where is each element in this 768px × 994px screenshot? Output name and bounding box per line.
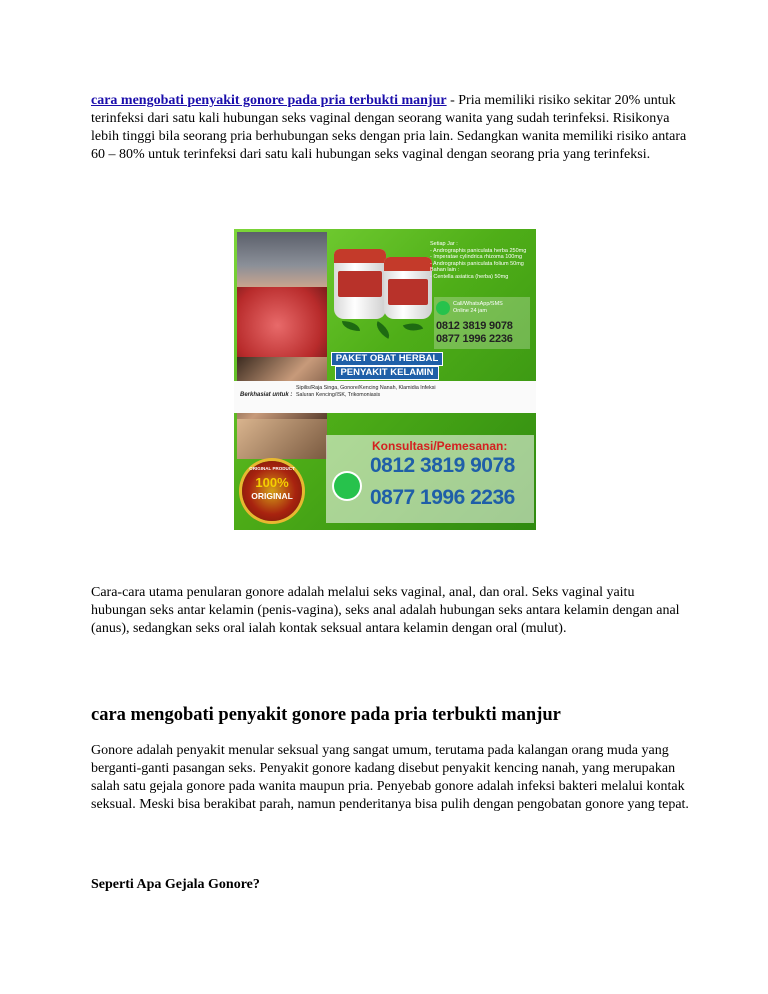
ad-ingredients: Setiap Jar : - Andrographis paniculata herba 250mg - Imperatae cylindrica rhizoma 100mg - Andrographis paniculata folium 50mg Bahan lain : - Centella asiatica (herba) 50mg [430,241,527,280]
paragraph-gonorrhea: Gonore adalah penyakit menular seksual yang sangat umum, terutama pada kalangan orang muda yang berganti-ganti pasangan seks. Penyakit gonore kadang disebut penyakit kencing nanah, yang merupakan salah satu gejala gonore pada wanita maupun pria. Penyebab gonore adalah infeksi bakteri melalui kontak seksual. Meski bisa berakibat parah, namun penderitanya bisa pulih dengan pengobatan gonore yang tepat. [91,743,689,812]
leaf-icon [373,321,394,339]
product-jar-1 [334,249,386,319]
whatsapp-icon [436,301,450,315]
product-jar-2 [384,257,432,319]
benefit-label: Berkhasiat untuk : [240,392,293,398]
leaf-icon [342,321,360,331]
ad-photo-1 [237,232,327,287]
sub-heading: Seperti Apa Gejala Gonore? [91,877,260,892]
herbal-product-ad-image [234,229,536,530]
paragraph-transmission: Cara-cara utama penularan gonore adalah melalui seks vaginal, anal, dan oral. Seks vaginal yaitu hubungan seks antar kelamin (penis-vagina), seks anal adalah hubungan seks antara kelamin dengan anal (anus), sedangkan seks oral ialah kontak seksual antara kelamin dengan oral (mulut). [91,585,680,636]
section-heading: cara mengobati penyakit gonore pada pria terbukti manjur [91,705,561,725]
benefit-text: Sipilis/Raja Singa, Gonore/Kencing Nanah, Klamidia Infeksi Saluran Kencing/ISK, Trikomoniasis [296,385,436,398]
whatsapp-icon [334,473,360,499]
ad-photo-2 [237,287,327,357]
ad-phone-small-2: 0877 1996 2236 [436,333,513,345]
ad-banner: PAKET OBAT HERBAL PENYAKIT KELAMIN [304,352,470,382]
leaf-icon [403,319,423,335]
intro-text: - Pria memiliki risiko sekitar 20% untuk terinfeksi dari satu kali hubungan seks vaginal dengan seorang wanita yang sudah terinfeksi. Risikonya lebih tinggi bila seorang pria berhubungan seks dengan pria lain. Sedangkan wanita memiliki risiko antara 60 – 80% untuk terinfeksi dari satu kali hubungan seks vaginal dengan seorang pria yang terinfeksi. [91,93,687,162]
article-link[interactable]: cara mengobati penyakit gonore pada pria terbukti manjur [91,93,447,108]
ad-phone-small-1: 0812 3819 9078 [436,320,513,332]
original-seal-icon: ORIGINAL PRODUCT 100% ORIGINAL [242,461,302,521]
ad-contact-note: Call/WhatsApp/SMS Online 24 jam [453,301,503,314]
consult-phone-1: 0812 3819 9078 [370,454,515,477]
consult-title: Konsultasi/Pemesanan: [372,439,508,453]
consult-phone-2: 0877 1996 2236 [370,486,515,509]
intro-paragraph [91,92,691,164]
ad-benefit-bar [234,381,536,413]
ad-photo-4 [237,419,327,459]
